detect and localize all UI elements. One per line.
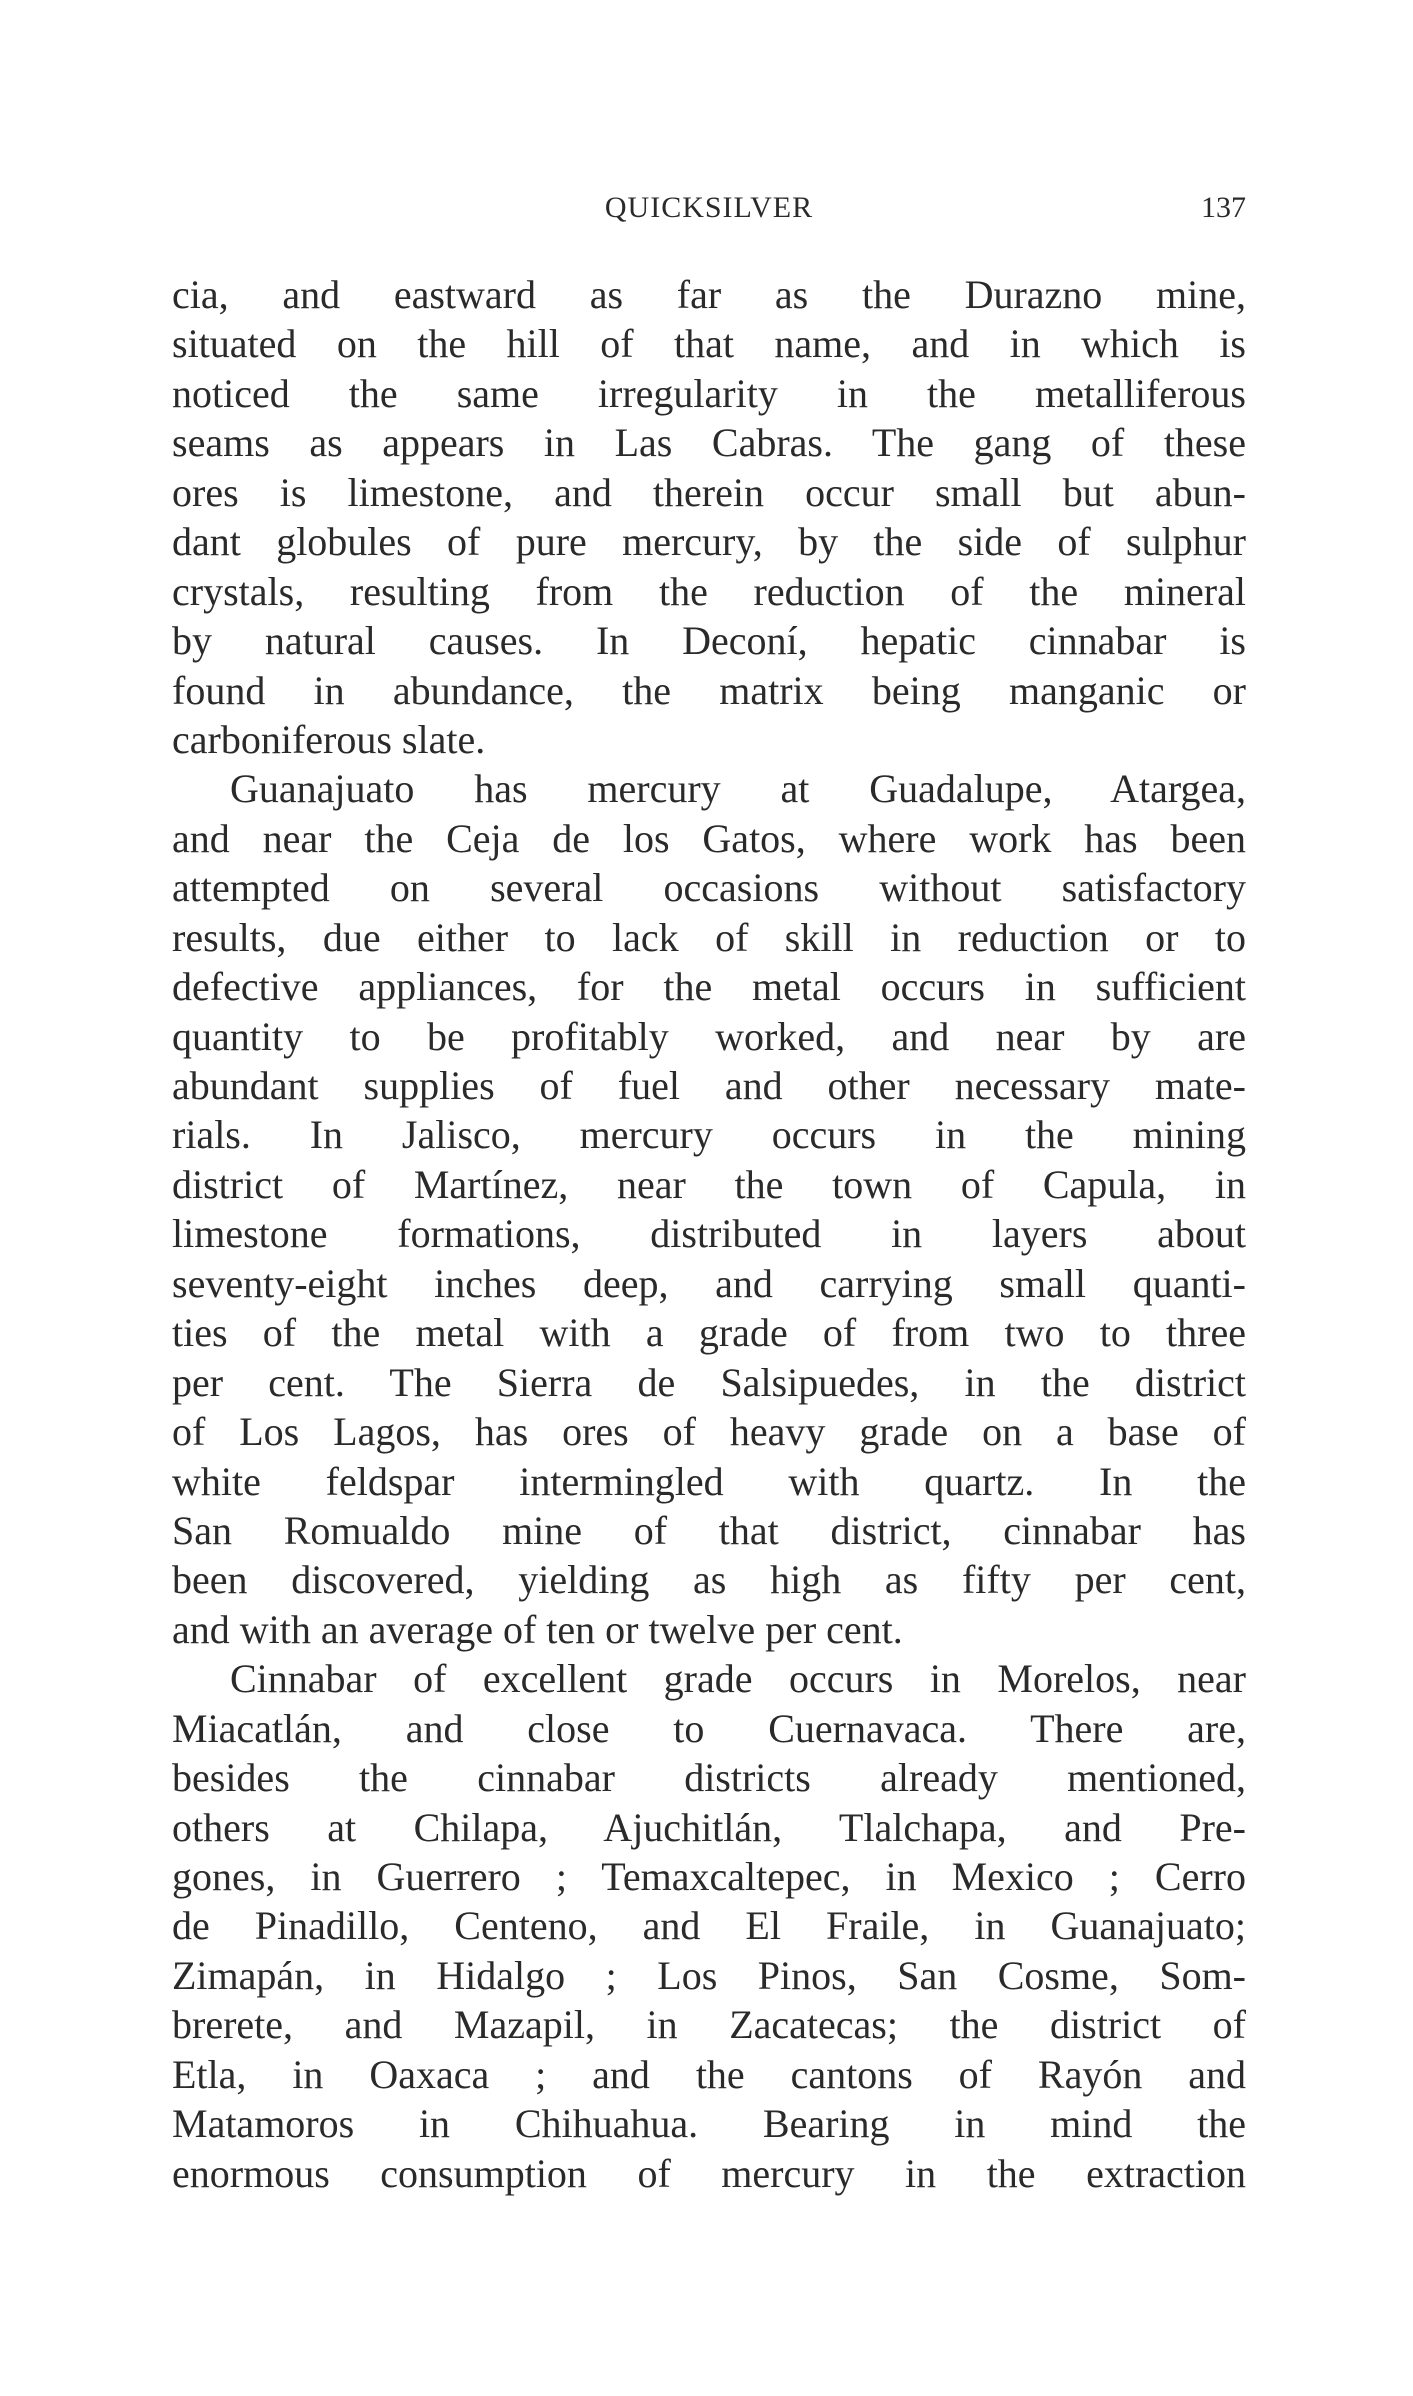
paragraph [172,1654,1246,2198]
text-line: others at Chilapa, Ajuchitlán, Tlalchapa, and Pre- [172,1804,1246,1850]
page-number: 137 [1201,191,1246,224]
text-line: Etla, in Oaxaca ; and the cantons of Rayón and [172,2051,1246,2097]
running-title: QUICKSILVER [604,191,814,224]
text-line: and with an average of ten or twelve per cent. [172,1606,903,1652]
text-line: Matamoros in Chihuahua. Bearing in mind the [172,2101,1246,2147]
text-line: abundant supplies of fuel and other necessary mate- [172,1063,1246,1108]
text-line: cia, and eastward as far as the Durazno mine, [172,272,1246,317]
text-line: seventy-eight inches deep, and carrying small quanti- [172,1260,1246,1306]
text-line: been discovered, yielding as high as fifty per cent, [172,1557,1246,1603]
paragraph [172,764,1246,1654]
text-line: by natural causes. In Deconí, hepatic cinnabar is [172,618,1246,664]
text-line: crystals, resulting from the reduction of the mineral [172,568,1246,614]
text-line: besides the cinnabar districts already mentioned, [172,1755,1246,1801]
text-line: Cinnabar of excellent grade occurs in Morelos, near [230,1656,1246,1702]
text-line: ores is limestone, and therein occur small but abun- [172,469,1246,515]
text-line: of Los Lagos, has ores of heavy grade on a base of [172,1409,1246,1455]
text-line: Miacatlán, and close to Cuernavaca. There are, [172,1705,1246,1751]
text-line: rials. In Jalisco, mercury occurs in the mining [172,1112,1246,1158]
text-line: brerete, and Mazapil, in Zacatecas; the district of [172,2002,1246,2048]
text-line: white feldspar intermingled with quartz. In the [172,1458,1246,1504]
text-line: found in abundance, the matrix being manganic or [172,667,1246,713]
text-line: seams as appears in Las Cabras. The gang of these [172,420,1246,466]
text-line: dant globules of pure mercury, by the side of sulphur [172,519,1246,565]
text-line: results, due either to lack of skill in reduction or to [172,914,1246,960]
text-line: de Pinadillo, Centeno, and El Fraile, in Guanajuato; [172,1903,1246,1949]
text-line: defective appliances, for the metal occurs in sufficient [172,964,1246,1010]
text-line: and near the Ceja de los Gatos, where work has been [172,815,1246,861]
paragraph [172,270,1246,764]
text-line: quantity to be profitably worked, and near by are [172,1013,1246,1059]
text-line: district of Martínez, near the town of Capula, in [172,1161,1246,1207]
text-line: attempted on several occasions without satisfactory [172,865,1246,911]
text-line: enormous consumption of mercury in the extraction [172,2150,1246,2196]
text-line: per cent. The Sierra de Salsipuedes, in the district [172,1359,1246,1405]
text-line: carboniferous slate. [172,716,486,762]
text-line: Guanajuato has mercury at Guadalupe, Atargea, [230,766,1246,812]
text-line: limestone formations, distributed in layers about [172,1211,1246,1257]
running-head [172,188,1246,228]
text-line: situated on the hill of that name, and in which is [172,321,1246,367]
text-line: gones, in Guerrero ; Temaxcaltepec, in Mexico ; Cerro [172,1854,1246,1899]
text-line: San Romualdo mine of that district, cinnabar has [172,1507,1246,1553]
text-line: ties of the metal with a grade of from two to three [172,1310,1246,1356]
text-line: Zimapán, in Hidalgo ; Los Pinos, San Cosme, Som- [172,1952,1246,1998]
body-text [172,270,1246,2198]
text-line: noticed the same irregularity in the metalliferous [172,370,1246,416]
